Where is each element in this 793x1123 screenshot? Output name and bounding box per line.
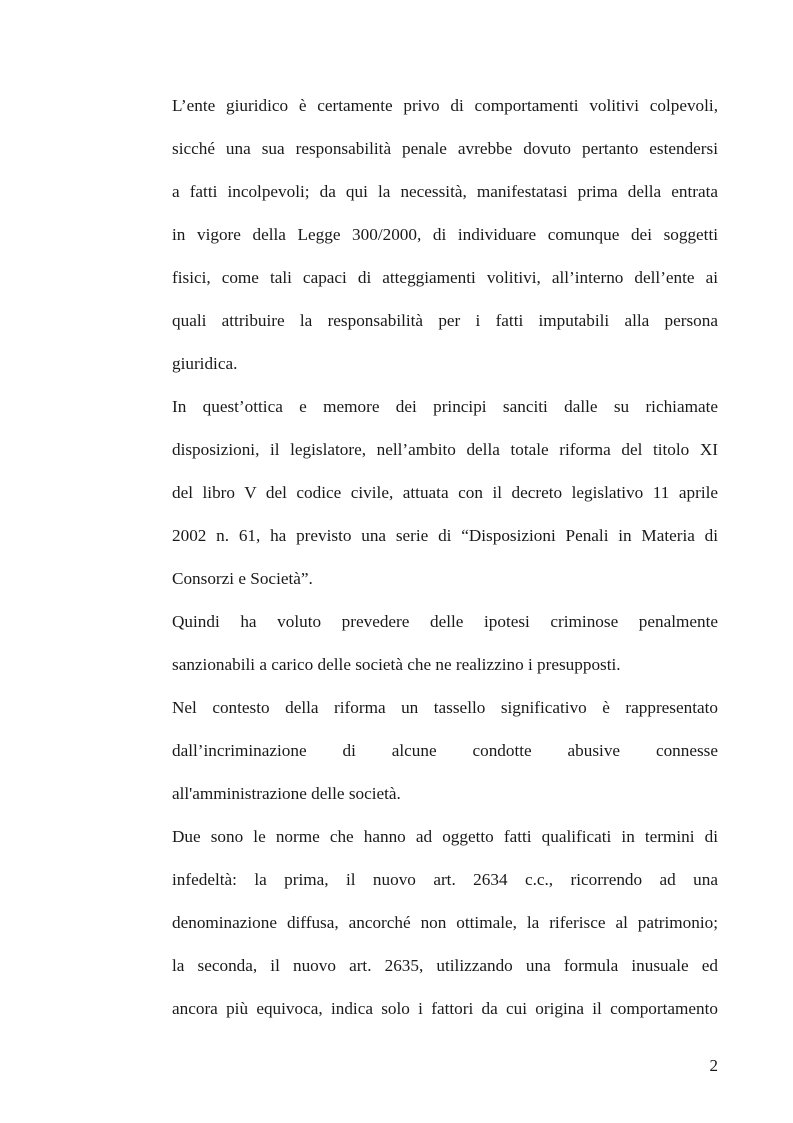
text-line-7: giuridica. (172, 354, 238, 373)
text-line-3: a fatti incolpevoli; da qui la necessità, manifestatasi prima della entrata (172, 182, 718, 201)
text-line-10: del libro V del codice civile, attuata con il decreto legislativo 11 aprile (172, 483, 718, 502)
text-line-16: dall’incriminazione di alcune condotte abusive connesse (172, 741, 718, 760)
text-line-1: L’ente giuridico è certamente privo di comportamenti volitivi colpevoli, (172, 96, 718, 115)
text-line-2: sicché una sua responsabilità penale avrebbe dovuto pertanto estendersi (172, 139, 718, 158)
text-line-17: all'amministrazione delle società. (172, 784, 401, 803)
text-line-15: Nel contesto della riforma un tassello significativo è rappresentato (172, 698, 718, 717)
text-line-18: Due sono le norme che hanno ad oggetto fatti qualificati in termini di (172, 827, 718, 846)
text-line-21: la seconda, il nuovo art. 2635, utilizzando una formula inusuale ed (172, 956, 718, 975)
text-line-20: denominazione diffusa, ancorché non ottimale, la riferisce al patrimonio; (172, 913, 718, 932)
page-number: 2 (709, 1056, 718, 1075)
text-line-4: in vigore della Legge 300/2000, di individuare comunque dei soggetti (172, 225, 718, 244)
text-line-9: disposizioni, il legislatore, nell’ambito della totale riforma del titolo XI (172, 440, 718, 459)
text-line-22: ancora più equivoca, indica solo i fattori da cui origina il comportamento (172, 999, 718, 1018)
text-line-12: Consorzi e Società”. (172, 569, 313, 588)
text-line-8: In quest’ottica e memore dei principi sanciti dalle su richiamate (172, 397, 718, 416)
text-line-11: 2002 n. 61, ha previsto una serie di “Disposizioni Penali in Materia di (172, 526, 718, 545)
text-line-19: infedeltà: la prima, il nuovo art. 2634 c.c., ricorrendo ad una (172, 870, 718, 889)
text-line-5: fisici, come tali capaci di atteggiamenti volitivi, all’interno dell’ente ai (172, 268, 718, 287)
text-line-13: Quindi ha voluto prevedere delle ipotesi criminose penalmente (172, 612, 718, 631)
text-line-14: sanzionabili a carico delle società che ne realizzino i presupposti. (172, 655, 621, 674)
text-line-6: quali attribuire la responsabilità per i fatti imputabili alla persona (172, 311, 718, 330)
